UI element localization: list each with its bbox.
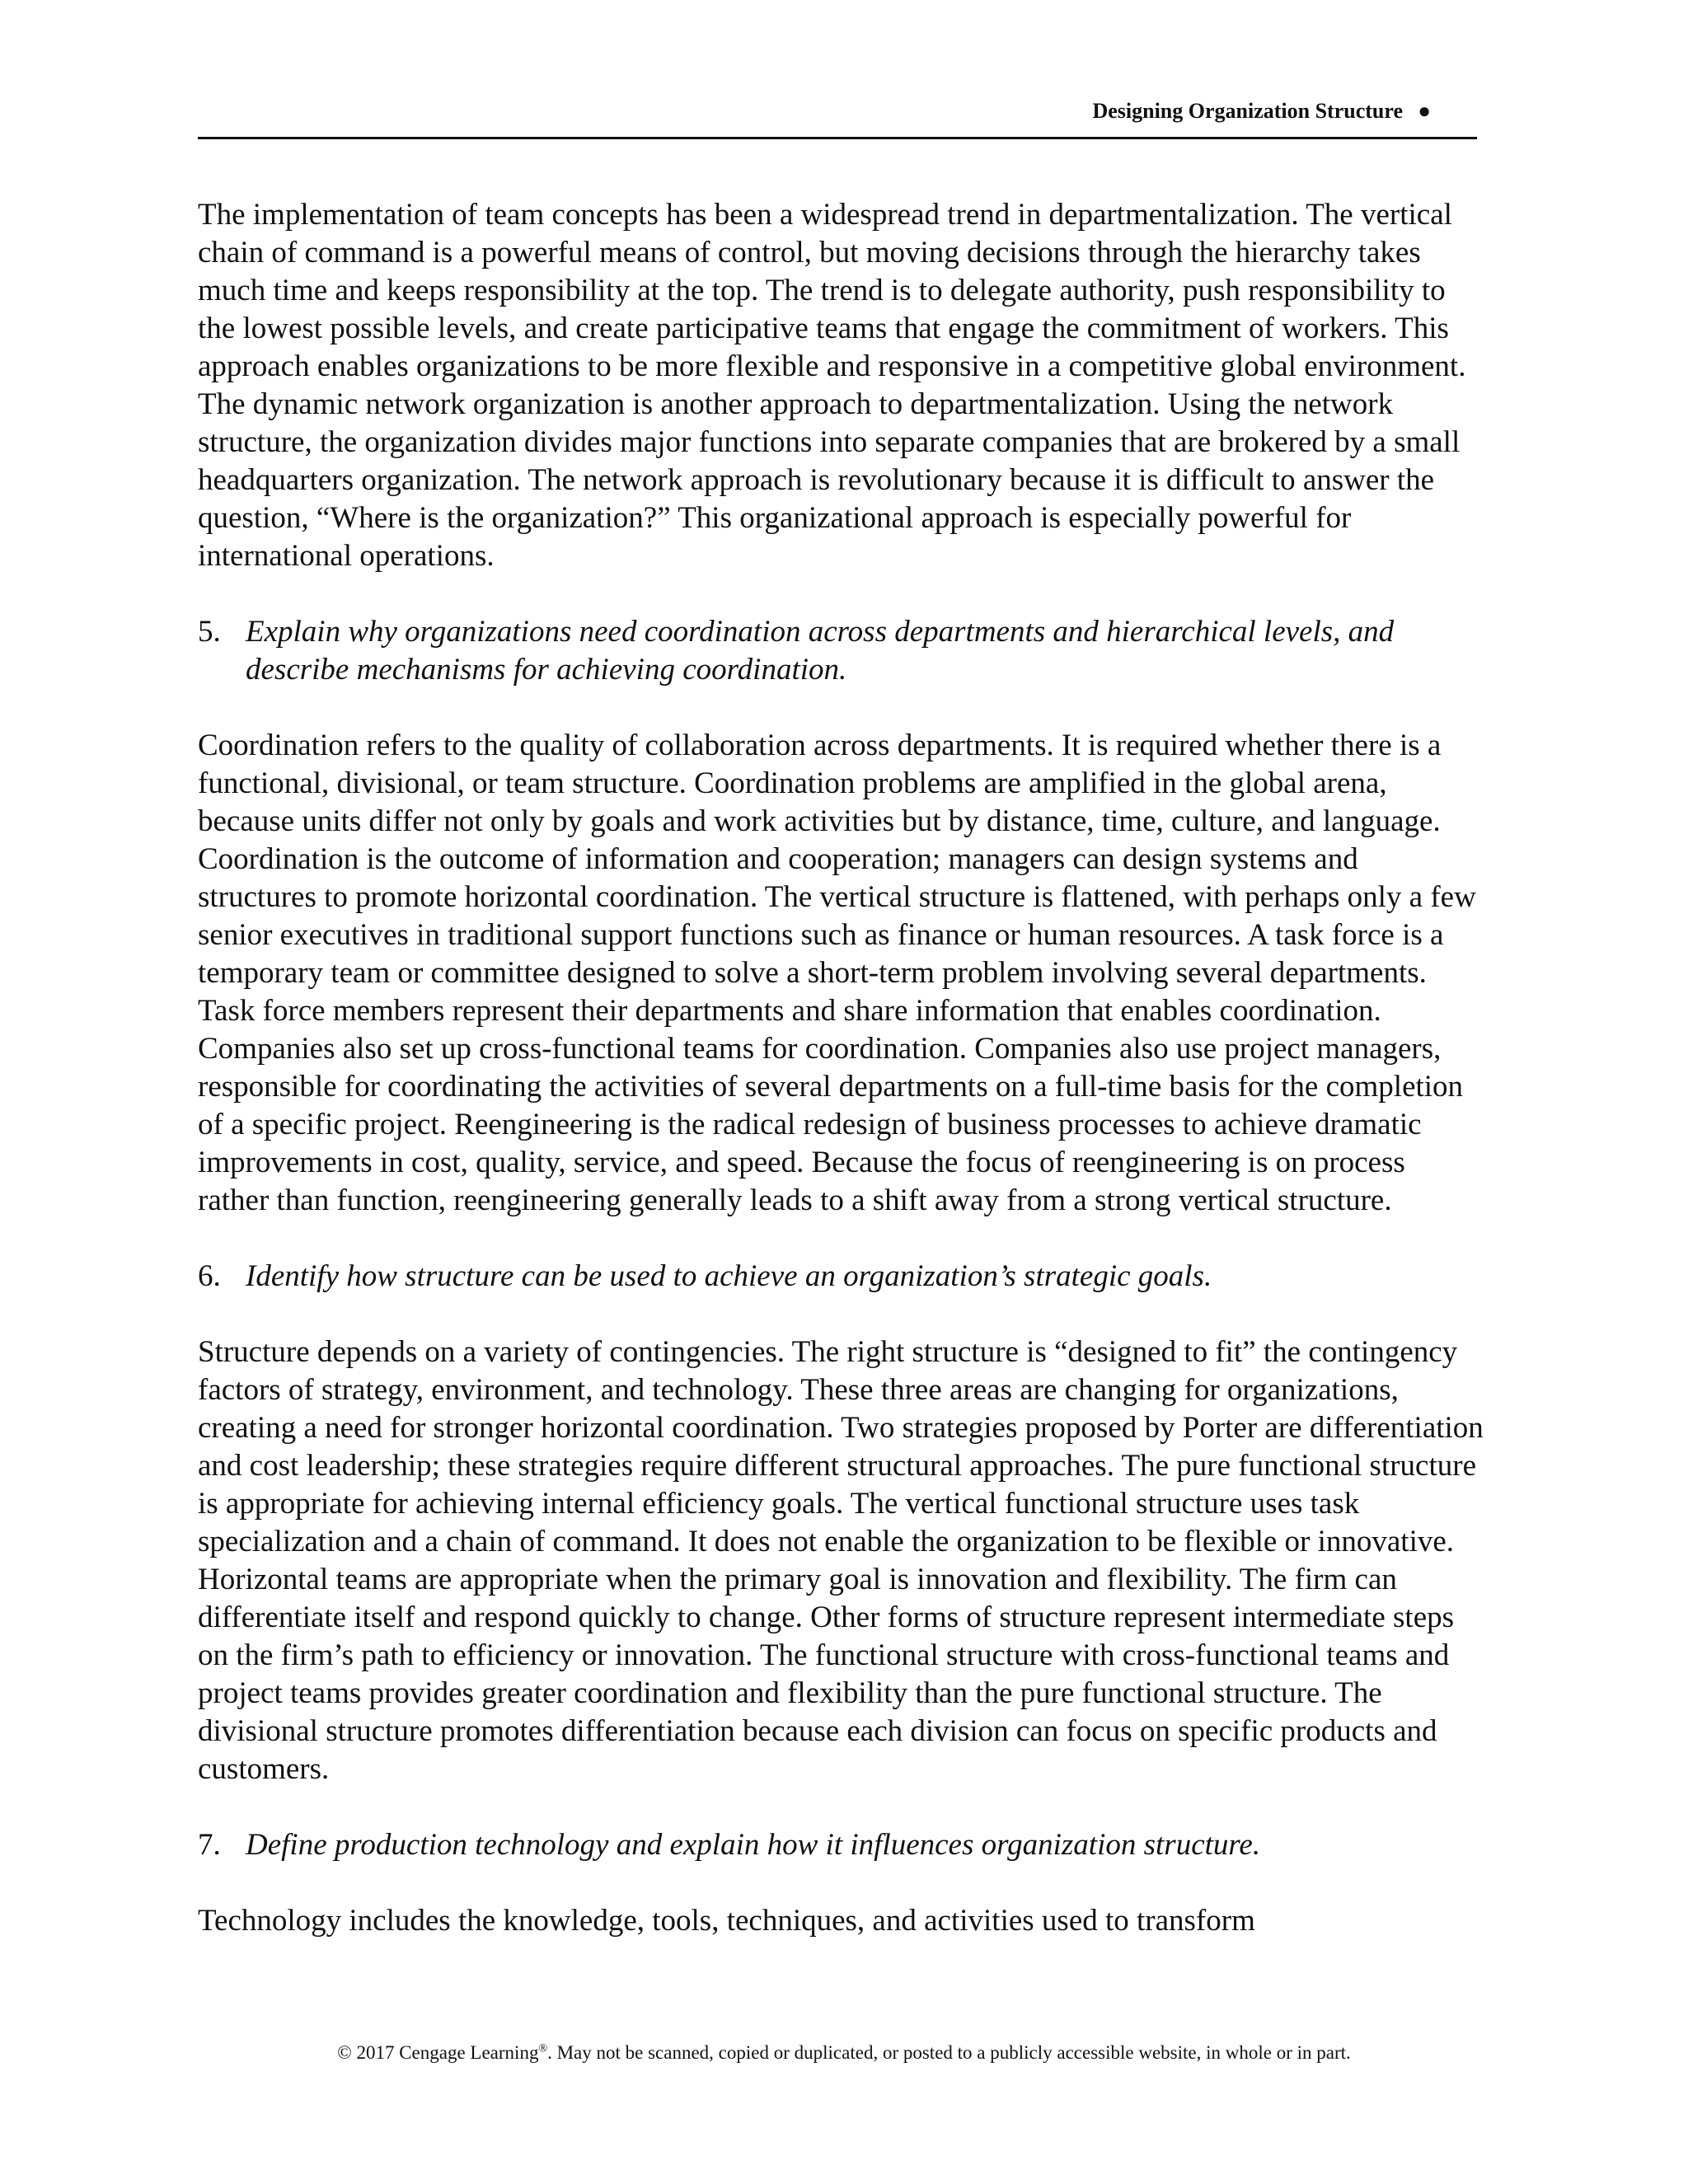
question-5 [198, 613, 1484, 689]
running-header-title: Designing Organization Structure [1092, 99, 1403, 123]
question-number: 7. [198, 1828, 221, 1862]
question-text: Identify how structure can be used to achieve an organization’s strategic goals. [246, 1259, 1212, 1293]
question-6 [198, 1258, 1484, 1296]
question-number: 6. [198, 1259, 221, 1293]
question-7 [198, 1826, 1484, 1864]
copyright-footer [0, 2042, 1688, 2064]
answer-paragraph-4: The implementation of team concepts has been a widespread trend in departmentalization. The vertical chain of command is a powerful means of control, but moving decisions through the hierarchy takes much time and keeps responsibility at the top. The trend is to delegate authority, push responsibility to the lowest possible levels, and create participative teams that engage the commitment of workers. This approach enables organizations to be more flexible and responsive in a competitive global environment. The dynamic network organization is another approach to departmentalization. Using the network structure, the organization divides major functions into separate companies that are brokered by a small headquarters organization. The network approach is revolutionary because it is difficult to answer the question, “Where is the organization?” This organizational approach is especially powerful for international operations. [198, 198, 1466, 573]
registered-mark: ® [538, 2042, 548, 2055]
question-text: Explain why organizations need coordination across departments and hierarchical levels, and describe mechanisms for achieving coordination. [246, 615, 1395, 687]
header-bullet-icon: ● [1418, 99, 1431, 123]
page-header [198, 97, 1477, 139]
copyright-prefix: © 2017 Cengage Learning [337, 2042, 539, 2063]
page-body [198, 196, 1484, 1978]
answer-paragraph-7: Technology includes the knowledge, tools, techniques, and activities used to transform [198, 1904, 1255, 1938]
answer-paragraph-6: Structure depends on a variety of contingencies. The right structure is “designed to fit” the contingency factors of strategy, environment, and technology. These three areas are changing for organizations, creating a need for stronger horizontal coordination. Two strategies proposed by Porter are differentiation and cost leadership; these strategies require different structural approaches. The pure functional structure is appropriate for achieving internal efficiency goals. The vertical functional structure uses task specialization and a chain of command. It does not enable the organization to be flexible or innovative. Horizontal teams are appropriate when the primary goal is innovation and flexibility. The firm can differentiate itself and respond quickly to change. Other forms of structure represent intermediate steps on the firm’s path to efficiency or innovation. The functional structure with cross-functional teams and project teams provides greater coordination and flexibility than the pure functional structure. The divisional structure promotes differentiation because each division can focus on specific products and customers. [198, 1335, 1484, 1786]
copyright-suffix: . May not be scanned, copied or duplicated, or posted to a publicly accessible website, in whole or in part. [547, 2042, 1351, 2063]
question-number: 5. [198, 615, 221, 649]
answer-paragraph-5: Coordination refers to the quality of collaboration across departments. It is required whether there is a functional, divisional, or team structure. Coordination problems are amplified in the global arena, because units differ not only by goals and work activities but by distance, time, culture, and language. Coordination is the outcome of information and cooperation; managers can design systems and structures to promote horizontal coordination. The vertical structure is flattened, with perhaps only a few senior executives in traditional support functions such as finance or human resources. A task force is a temporary team or committee designed to solve a short-term problem involving several departments. Task force members represent their departments and share information that enables coordination. Companies also set up cross-functional teams for coordination. Companies also use project managers, responsible for coordinating the activities of several departments on a full-time basis for the completion of a specific project. Reengineering is the radical redesign of business processes to achieve dramatic improvements in cost, quality, service, and speed. Because the focus of reengineering is on process rather than function, reengineering generally leads to a shift away from a strong vertical structure. [198, 729, 1476, 1217]
question-text: Define production technology and explain how it influences organization structure. [246, 1828, 1261, 1862]
